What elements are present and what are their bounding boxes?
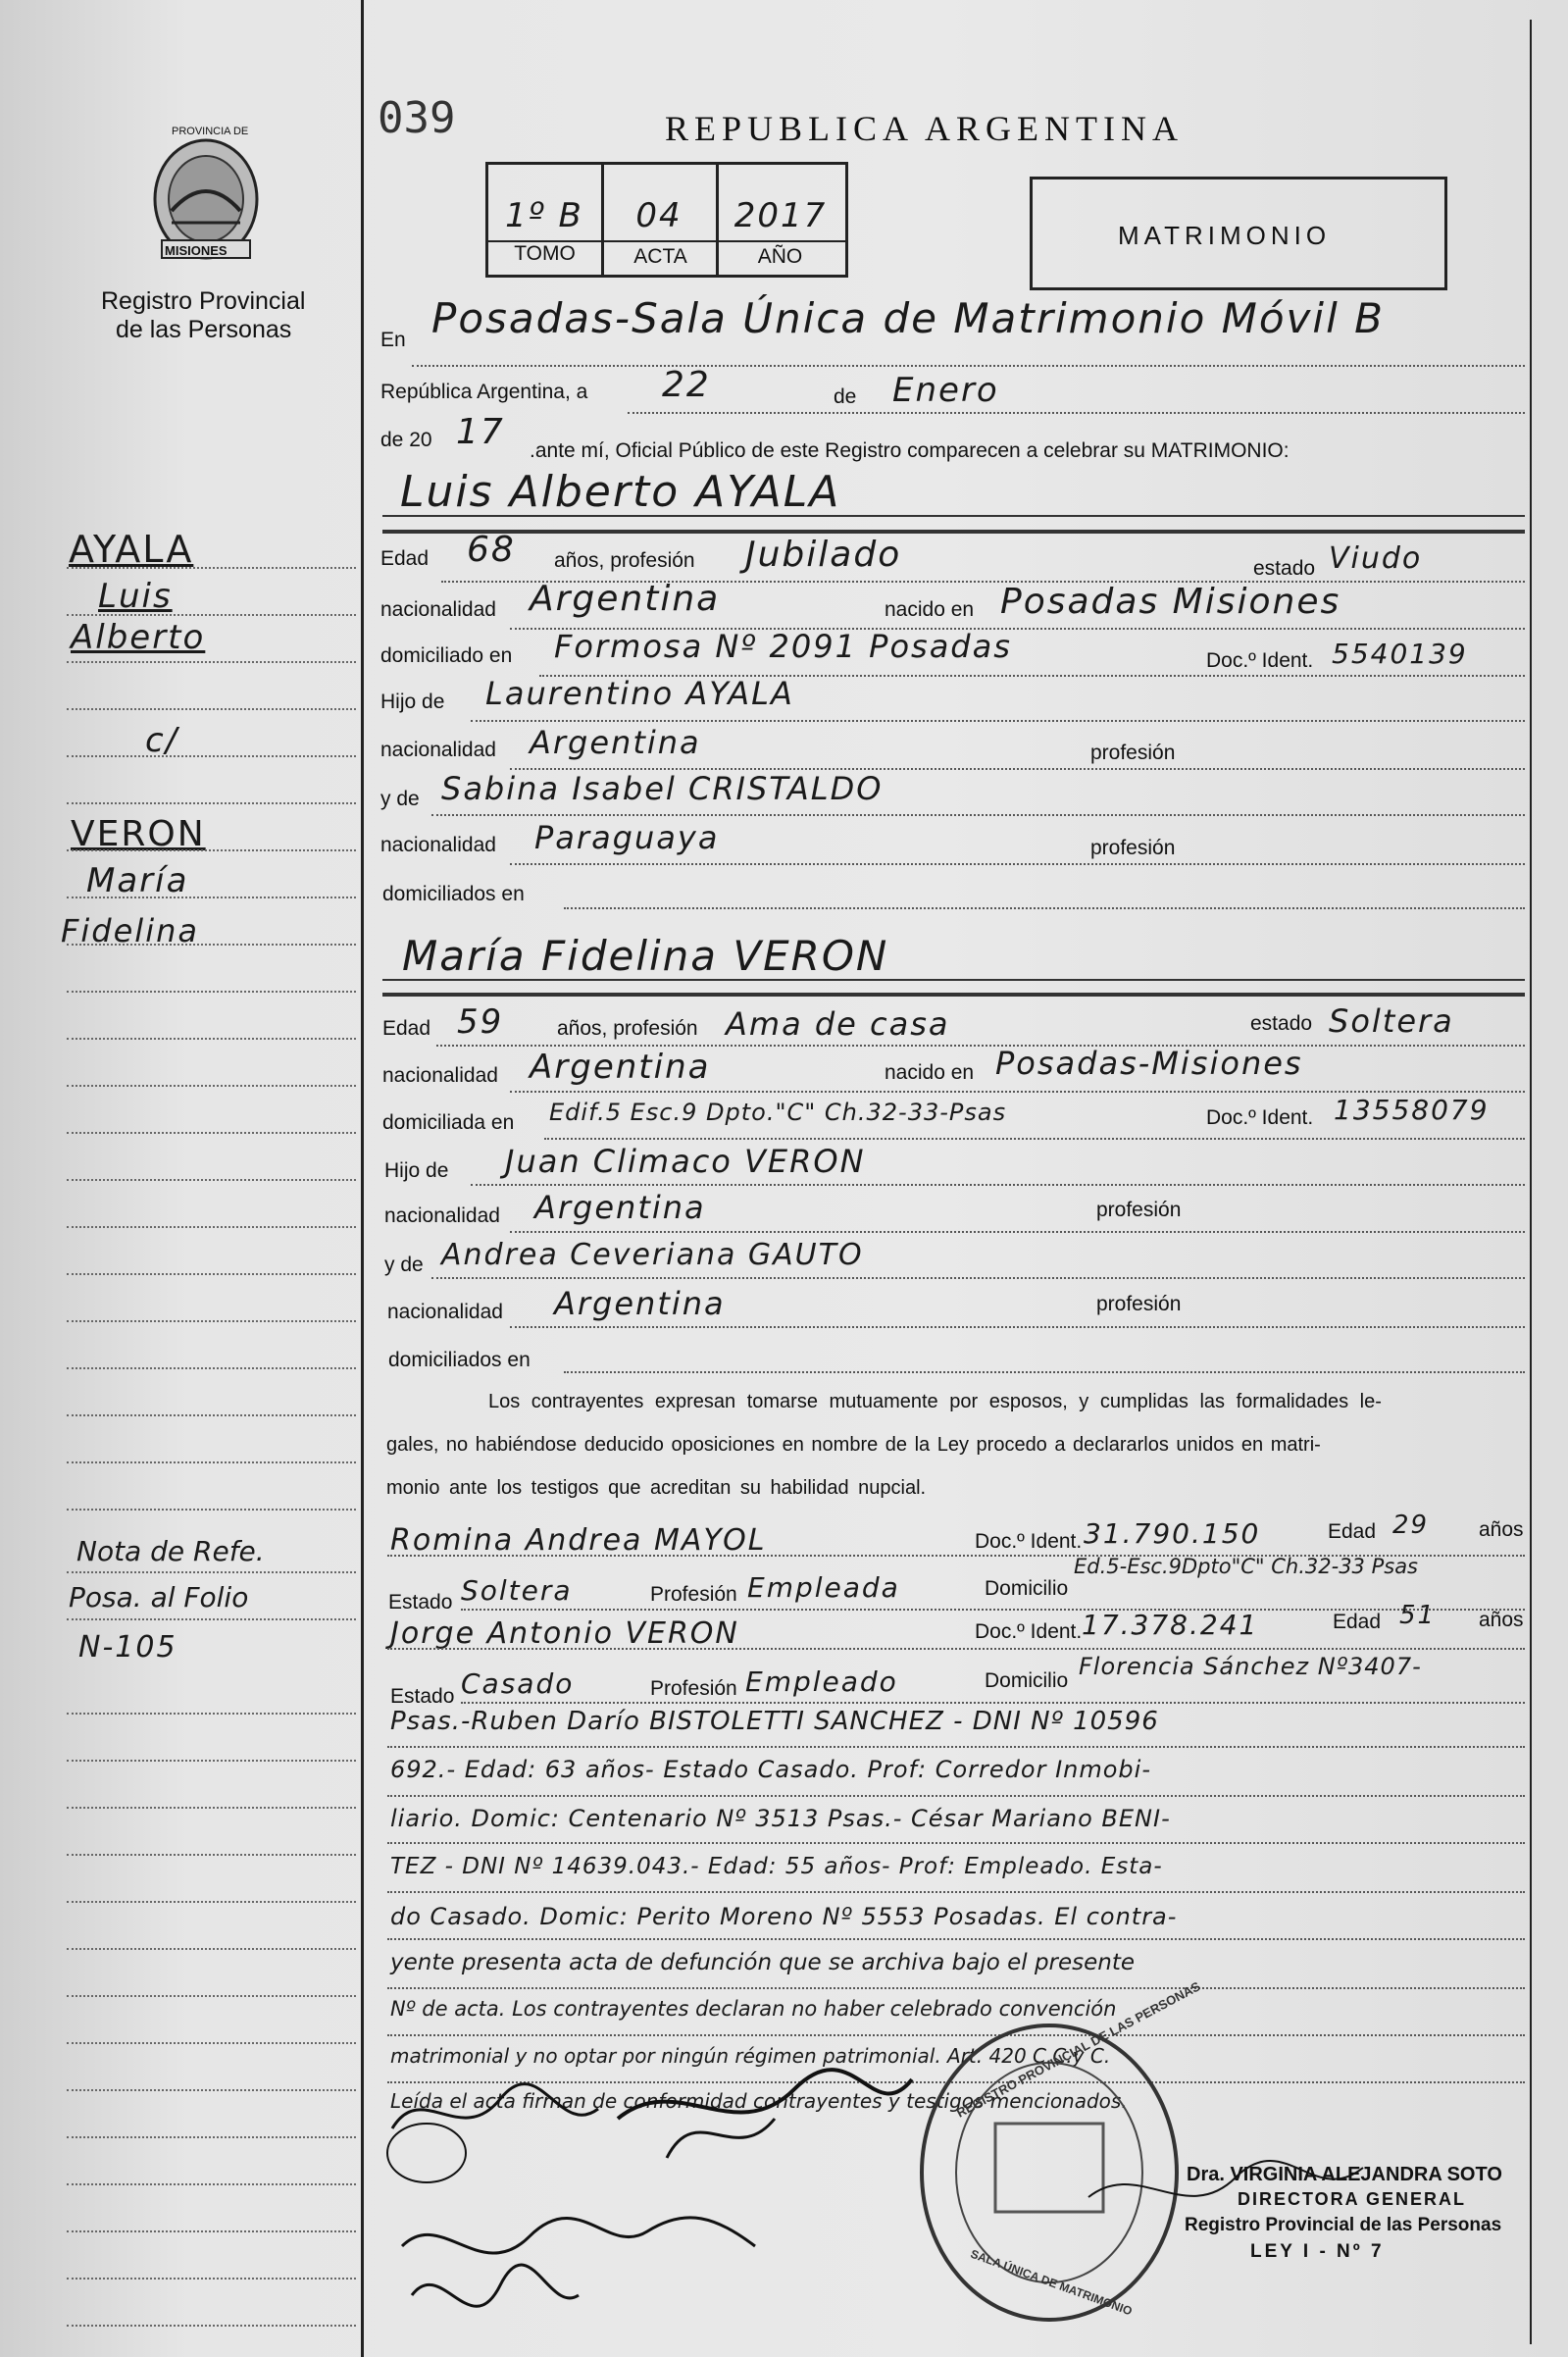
label-profesion: profesión [1090, 742, 1176, 764]
anio-label: AÑO [757, 245, 803, 268]
margin-rule [67, 1618, 356, 1620]
margin-rule [67, 1509, 356, 1511]
bride-address: Edif.5 Esc.9 Dpto."C" Ch.32-33-Psas [549, 1099, 1007, 1126]
label-domicilio: Domicilio [985, 1669, 1069, 1692]
tomo-label: TOMO [514, 242, 576, 265]
note-line: matrimonial y no optar por ningún régimen patrimonial. Art. 420 C.C.y C. [390, 2044, 1111, 2068]
row-rule [510, 1091, 1525, 1093]
margin-rule [67, 2183, 356, 2185]
margin-bride-name2: Fidelina [61, 912, 199, 949]
margin-rule [67, 2325, 356, 2327]
bride-nationality: Argentina [530, 1048, 711, 1087]
margin-rule [67, 1367, 356, 1369]
margin-rule [67, 2136, 356, 2138]
witness1-doc: 31.790.150 [1084, 1517, 1261, 1550]
margin-rule [67, 991, 356, 993]
label-hijo: Hijo de [380, 691, 445, 713]
row-rule [387, 1746, 1525, 1748]
groom-nationality: Argentina [530, 579, 721, 619]
place-rule [412, 365, 1525, 367]
note-line: 692.- Edad: 63 años- Estado Casado. Prof: Corredor Inmobi- [390, 1756, 1151, 1783]
label-domiciliada: domiciliada en [382, 1111, 515, 1134]
official-law: LEY I - Nº 7 [1250, 2241, 1385, 2262]
bride-mother-nationality: Argentina [554, 1285, 726, 1322]
margin-rule [67, 1901, 356, 1903]
label-nacionalidad: nacionalidad [382, 1064, 498, 1087]
margin-rule [67, 1132, 356, 1134]
margin-connector: c/ [145, 721, 179, 760]
label-estado: estado [1250, 1012, 1313, 1035]
label-domiciliados: domiciliados en [388, 1349, 531, 1371]
margin-rule [67, 849, 356, 851]
declaration-line-3: monio ante los testigos que acreditan su habilidad nupcial. [386, 1477, 927, 1499]
witness2-profession: Empleado [745, 1665, 898, 1698]
label-doc: Doc.º Ident. [975, 1620, 1083, 1643]
margin-groom-surname: AYALA [69, 528, 194, 571]
label-en: En [380, 329, 406, 351]
margin-groom-name1: Luis [98, 577, 173, 616]
row-rule [471, 720, 1525, 722]
document-type-label: MATRIMONIO [1118, 221, 1332, 250]
label-doc: Doc.º Ident. [1206, 1106, 1314, 1129]
country-title: REPUBLICA ARGENTINA [665, 109, 1185, 148]
label-nacido: nacido en [885, 1061, 975, 1084]
row-rule [387, 1842, 1525, 1844]
label-profesion: Profesión [650, 1583, 737, 1606]
declaration-line-1: Los contrayentes expresan tomarse mutuamente por esposos, y cumplidas las formalidades le- [488, 1391, 1382, 1412]
note-line: TEZ - DNI Nº 14639.043.- Edad: 55 años- Prof: Empleado. Esta- [390, 1854, 1163, 1879]
label-anos: años [1479, 1518, 1524, 1541]
label-profesion: profesión [1096, 1199, 1182, 1221]
groom-profession: Jubilado [745, 535, 902, 575]
groom-age: 68 [467, 530, 516, 570]
label-doc: Doc.º Ident. [975, 1530, 1083, 1553]
margin-rule [67, 1461, 356, 1463]
groom-father-nationality: Argentina [530, 724, 701, 761]
label-anos-profesion: años, profesión [554, 549, 695, 572]
right-border [1530, 20, 1532, 2344]
groom-estado: Viudo [1329, 541, 1423, 576]
margin-rule [67, 1713, 356, 1715]
margin-rule [67, 944, 356, 946]
margin-rule [67, 2042, 356, 2044]
label-y-de: y de [384, 1254, 424, 1276]
row-rule [564, 907, 1525, 909]
bride-profession: Ama de casa [726, 1005, 950, 1043]
note-line: Psas.-Ruben Darío BISTOLETTI SANCHEZ - DNI Nº 10596 [390, 1707, 1159, 1736]
note-line: liario. Domic: Centenario Nº 3513 Psas.- César Mariano BENI- [390, 1805, 1171, 1832]
note-line: Nº de acta. Los contrayentes declaran no haber celebrado convención [390, 1997, 1117, 2021]
label-anos-profesion: años, profesión [557, 1017, 698, 1040]
ceremony-year: 17 [456, 412, 505, 452]
margin-rule [67, 1414, 356, 1416]
margin-rule [67, 1995, 356, 1997]
witness1-address: Ed.5-Esc.9Dpto"C" Ch.32-33 Psas [1074, 1555, 1419, 1578]
row-rule [387, 1648, 1525, 1650]
row-rule [510, 1231, 1525, 1233]
label-nacido: nacido en [885, 598, 975, 621]
compare-text: .ante mí, Oficial Público de este Registro comparecen a celebrar su MATRIMONIO: [530, 439, 1290, 462]
margin-groom-name2: Alberto [71, 618, 206, 657]
witness1-profession: Empleada [747, 1571, 900, 1604]
groom-father: Laurentino AYALA [485, 675, 794, 712]
groom-birthplace: Posadas Misiones [1000, 582, 1341, 622]
row-rule [387, 1987, 1525, 1989]
stamp-ring-text: REGISTRO PROVINCIAL DE LAS PERSONAS [953, 1978, 1203, 2121]
margin-note-3: N-105 [78, 1630, 177, 1665]
groom-mother-nationality: Paraguaya [534, 819, 720, 856]
label-domicilio: Domicilio [985, 1577, 1069, 1600]
row-rule [564, 1371, 1525, 1373]
margin-rule [67, 1807, 356, 1809]
bride-father: Juan Climaco VERON [505, 1143, 866, 1180]
label-de: de [834, 385, 857, 408]
declaration-line-2: gales, no habiéndose deducido oposiciones en nombre de la Ley procedo a declararlos unidos en matri- [386, 1434, 1321, 1456]
official-name: Dra. VIRGINIA ALEJANDRA SOTO [1187, 2164, 1502, 2185]
label-estado: Estado [390, 1685, 455, 1708]
margin-rule [67, 1179, 356, 1181]
label-hijo: Hijo de [384, 1159, 449, 1182]
witness2-address: Florencia Sánchez Nº3407- [1079, 1653, 1422, 1680]
row-rule [544, 1138, 1525, 1140]
label-edad: Edad [380, 547, 430, 570]
margin-rule [67, 897, 356, 898]
note-line: Leída el acta firman de conformidad contrayentes y testigos mencionados. [390, 2089, 1128, 2113]
label-nacionalidad: nacionalidad [384, 1204, 500, 1227]
label-estado: estado [1253, 557, 1316, 580]
bride-birthplace: Posadas-Misiones [995, 1045, 1303, 1082]
row-rule [436, 1045, 1525, 1047]
margin-bride-name1: María [86, 861, 189, 900]
label-edad: Edad [1328, 1520, 1377, 1543]
row-rule [387, 1938, 1525, 1940]
official-title: DIRECTORA GENERAL [1238, 2189, 1467, 2209]
label-doc: Doc.º Ident. [1206, 649, 1314, 672]
margin-rule [67, 802, 356, 804]
acta-label: ACTA [633, 245, 687, 268]
row-rule [471, 1184, 1525, 1186]
margin-rule [67, 2089, 356, 2091]
folio-number: 039 [378, 93, 456, 143]
witness2-doc: 17.378.241 [1082, 1609, 1259, 1641]
label-edad: Edad [382, 1017, 431, 1040]
groom-full-name: Luis Alberto AYALA [400, 467, 841, 517]
margin-rule [67, 2278, 356, 2280]
bride-estado: Soltera [1329, 1002, 1454, 1040]
label-republica: República Argentina, a [380, 381, 588, 403]
label-domiciliados: domiciliados en [382, 883, 525, 905]
row-rule [387, 1891, 1525, 1893]
groom-section-rule [382, 530, 1525, 534]
ceremony-place: Posadas-Sala Única de Matrimonio Móvil B [431, 294, 1385, 342]
row-rule [431, 814, 1525, 816]
margin-rule [67, 755, 356, 757]
label-de-20: de 20 [380, 429, 432, 451]
label-profesion: Profesión [650, 1677, 737, 1700]
margin-rule [67, 661, 356, 663]
margin-rule [67, 1948, 356, 1950]
groom-address: Formosa Nº 2091 Posadas [554, 628, 1012, 665]
ceremony-month: Enero [892, 371, 999, 410]
contracting-party-signatures [382, 2060, 932, 2354]
bride-full-name: María Fidelina VERON [402, 932, 889, 980]
label-nacionalidad: nacionalidad [380, 834, 496, 856]
ceremony-day: 22 [662, 365, 711, 405]
label-nacionalidad: nacionalidad [380, 598, 496, 621]
margin-rule [67, 1760, 356, 1762]
official-signature [1079, 2138, 1373, 2256]
registry-name-line2: de las Personas [116, 316, 292, 343]
margin-rule [67, 1320, 356, 1322]
label-nacionalidad: nacionalidad [387, 1301, 503, 1323]
witness2-estado: Casado [461, 1667, 575, 1700]
groom-doc: 5540139 [1332, 638, 1468, 670]
witness2-age: 51 [1399, 1601, 1437, 1630]
bride-name-rule [382, 979, 1525, 981]
registry-name-line1: Registro Provincial [101, 287, 306, 315]
stamp-inner-text: SALA ÚNICA DE MATRIMONIO [968, 2246, 1135, 2319]
margin-rule [67, 1273, 356, 1275]
label-estado: Estado [388, 1591, 453, 1614]
margin-rule [67, 2230, 356, 2232]
margin-divider [361, 0, 364, 2357]
bride-doc: 13558079 [1334, 1094, 1490, 1126]
margin-rule [67, 708, 356, 710]
anio-value: 2017 [733, 196, 828, 235]
acta-value: 04 [635, 196, 683, 235]
row-rule [510, 1326, 1525, 1328]
margin-rule [67, 1085, 356, 1087]
margin-rule [67, 1571, 356, 1573]
margin-note-2: Posa. al Folio [69, 1581, 249, 1614]
margin-rule [67, 614, 356, 616]
margin-bride-surname: VERON [71, 814, 206, 854]
witness1-estado: Soltera [461, 1574, 573, 1607]
note-line: yente presenta acta de defunción que se archiva bajo el presente [390, 1950, 1136, 1975]
margin-rule [67, 1854, 356, 1856]
seal-lettering-bottom: MISIONES [165, 243, 228, 258]
row-rule [510, 863, 1525, 865]
official-registry: Registro Provincial de las Personas [1185, 2215, 1502, 2235]
margin-rule [67, 1038, 356, 1040]
label-nacionalidad: nacionalidad [380, 739, 496, 761]
bride-age: 59 [457, 1002, 504, 1042]
label-profesion: profesión [1096, 1293, 1182, 1315]
row-rule [431, 1277, 1525, 1279]
date-rule [628, 412, 1525, 414]
groom-name-rule [382, 515, 1525, 517]
margin-rule [67, 1226, 356, 1228]
margin-rule [67, 567, 356, 569]
witness2-name: Jorge Antonio VERON [390, 1616, 739, 1651]
groom-mother: Sabina Isabel CRISTALDO [441, 770, 884, 807]
margin-note-1: Nota de Refe. [76, 1535, 265, 1567]
label-y-de: y de [380, 788, 420, 810]
tomo-value: 1º B [505, 196, 583, 235]
label-edad: Edad [1333, 1611, 1382, 1633]
row-rule [461, 1702, 1525, 1704]
label-profesion: profesión [1090, 837, 1176, 859]
label-domiciliado: domiciliado en [380, 644, 513, 667]
bride-section-rule [382, 993, 1525, 997]
bride-father-nationality: Argentina [534, 1189, 706, 1226]
label-anos: años [1479, 1609, 1524, 1631]
witness1-name: Romina Andrea MAYOL [390, 1523, 767, 1558]
note-line: do Casado. Domic: Perito Moreno Nº 5553 Posadas. El contra- [390, 1903, 1178, 1930]
witness1-age: 29 [1392, 1511, 1430, 1540]
row-rule [387, 1795, 1525, 1797]
bride-mother: Andrea Ceveriana GAUTO [441, 1238, 864, 1272]
seal-lettering-top: PROVINCIA DE [172, 126, 249, 137]
